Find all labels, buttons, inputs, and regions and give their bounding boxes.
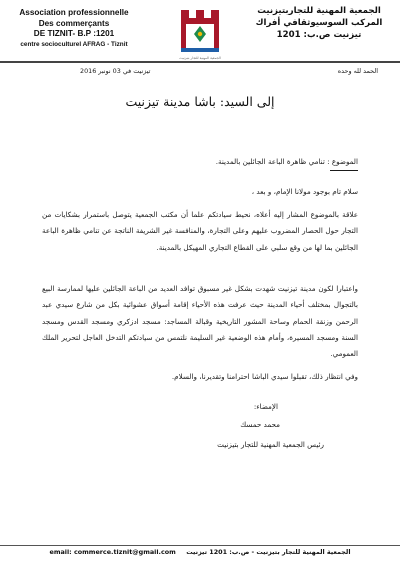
footer-address: الجمعية المهنية للتجار بتيزنيت - ص.ب: 1201 تيزنيت [186, 548, 351, 556]
association-address-fr: centre socioculturel AFRAG - Tiznit [20, 40, 128, 48]
signatory-name: محمد حمسك [240, 420, 280, 429]
association-postbox-fr: DE TIZNIT- B.P :1201 [33, 29, 115, 38]
letter-date: تيزنيت في 03 نونبر 2016 [80, 67, 151, 75]
salutation: سلام تام بوجود مولانا الإمام، و بعد ، [251, 187, 358, 196]
association-name-fr: Association professionnelle [19, 8, 129, 17]
footer [0, 548, 400, 556]
association-subtitle-fr: Des commerçants [38, 18, 110, 28]
association-center-ar: المركب السوسيوثقافي أفراك [255, 18, 383, 28]
header-divider [0, 61, 400, 63]
footer-divider [0, 545, 400, 546]
letterhead-arabic [244, 5, 394, 41]
body-paragraph: علاقة بالموضوع المشار إليه أعلاه، نحيط سيادتكم علما أن مكتب الجمعية يتوصل باستمرار بشكايات من التجار حول الحصار المضروب عليهم وعلى التجارة، والمنافسة غير الشريفة الناتجة عن تنامي ظاهرة الباعة الجائلين بما لها من وقع سلبي على القطاع التجاري المهيكل بالمدينة. [42, 210, 358, 252]
signature-label: الإمضاء: [253, 402, 278, 411]
association-postbox-ar: تيزنيت ص.ب: 1201 [276, 30, 362, 40]
signatory-title: رئيس الجمعية المهنية للتجار بتيزنيت [217, 440, 324, 449]
letterhead-french [4, 8, 144, 50]
logo-caption: الجمعية المهنية للتجار بتيزنيت [179, 56, 221, 60]
body-paragraph: واعتبارا لكون مدينة تيزنيت شهدت بشكل غير مسبوق توافد العديد من الباعة الجائلين عليها لممارسة البيع بالتجوال بمختلف أحياء المدينة حيث عرفت هذه الأحياء إقامة أسواق عشوائية بكل من شارع سيدي عبد الرحمن وزنقة الحمام وساحة المشور التاريخية وقبالة المساجد: مسجد ادزكري ومسجد القدس ومسجد السنة ومسجد المسيرة، وأمام هذه الوضعية غير السليمة نلتمس من سيادتكم التدخل العاجل لتحرير الملك العمومي. [42, 284, 358, 359]
recipient: إلى السيد: باشا مدينة تيزنيت [125, 94, 275, 109]
subject-underline [330, 170, 358, 171]
footer-email: email: commerce.tiznit@gmail.com [49, 548, 176, 556]
association-logo [177, 4, 223, 56]
body-paragraph: وفي انتظار ذلك، تقبلوا سيدي الباشا احترامنا وتقديرنا، والسلام. [171, 372, 358, 381]
letter-subject: الموضوع : تنامي ظاهرة الباعة الجائلين بالمدينة. [215, 157, 358, 166]
association-name-ar: الجمعية المهنية للتجاربتيزنيت [257, 6, 381, 16]
opening-praise: الحمد لله وحده [337, 67, 378, 75]
